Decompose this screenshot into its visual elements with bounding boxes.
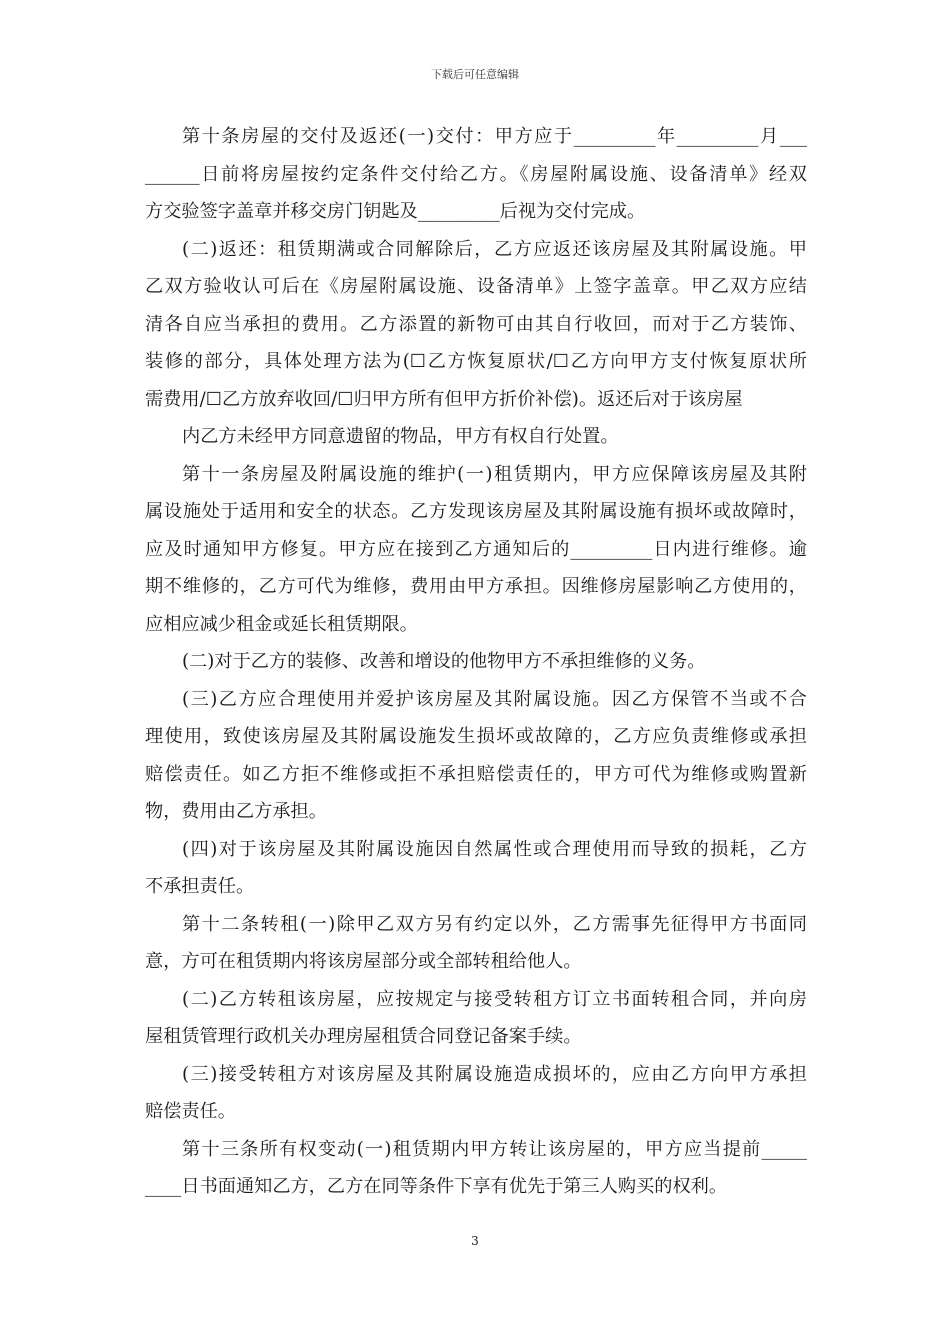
paragraph-natural-wear — [145, 831, 807, 906]
text-line: 应相应减少租金或延长租赁期限。 — [145, 613, 418, 635]
paragraph-article-10-delivery — [145, 118, 807, 231]
text-line: (二)对于乙方的装修、改善和增设的他物甲方不承担维修的义务。 — [182, 651, 706, 672]
paragraph-sublease-damage — [145, 1056, 807, 1131]
text-line: 物，费用由乙方承担。 — [145, 801, 327, 822]
text-line: 第十条房屋的交付及返还(一)交付：甲方应于_________年_________月___ — [182, 126, 807, 147]
text-line: 清各自应当承担的费用。乙方添置的新物可由其自行收回，而对于乙方装饰、 — [145, 313, 807, 335]
text-line: 屋租赁管理行政机关办理房屋租赁合同登记备案手续。 — [145, 1026, 582, 1047]
text-line: 赔偿责任。如乙方拒不维修或拒不承担赔偿责任的，甲方可代为维修或购置新 — [145, 763, 807, 785]
text-line: (三)乙方应合理使用并爱护该房屋及其附属设施。因乙方保管不当或不合 — [182, 688, 807, 710]
page-header: 下载后可任意编辑 — [431, 68, 519, 81]
text-line: 第十一条房屋及附属设施的维护(一)租赁期内，甲方应保障该房屋及其附 — [182, 463, 807, 485]
paragraph-return — [145, 231, 807, 419]
text-line: 意，方可在租赁期内将该房屋部分或全部转租给他人。 — [145, 951, 582, 972]
text-line: 乙双方验收认可后在《房屋附属设施、设备清单》上签字盖章。甲乙双方应结 — [145, 276, 807, 297]
text-line: (三)接受转租方对该房屋及其附属设施造成损坏的，应由乙方向甲方承担 — [182, 1063, 807, 1085]
page-number: 3 — [471, 1234, 479, 1248]
paragraph-article-12-sublease — [145, 906, 807, 981]
text-line: (二)返还：租赁期满或合同解除后，乙方应返还该房屋及其附属设施。甲 — [182, 238, 807, 260]
text-line: 理使用，致使该房屋及其附属设施发生损坏或故障的，乙方应负责维修或承担 — [145, 726, 807, 747]
text-line: 不承担责任。 — [145, 876, 255, 897]
text-line: 赔偿责任。 — [145, 1101, 236, 1122]
text-line: 第十二条转租(一)除甲乙双方另有约定以外，乙方需事先征得甲方书面同 — [182, 913, 807, 935]
text-line: 期不维修的，乙方可代为维修，费用由甲方承担。因维修房屋影响乙方使用的， — [145, 576, 807, 597]
text-line: 应及时通知甲方修复。甲方应在接到乙方通知后的_________日内进行维修。逾 — [145, 538, 807, 560]
text-line: 方交验签字盖章并移交房门钥匙及_________后视为交付完成。 — [145, 201, 646, 222]
paragraph-article-13-ownership-change — [145, 1131, 807, 1206]
paragraph-article-11-maintenance — [145, 456, 807, 644]
text-line: (四)对于该房屋及其附属设施因自然属性或合理使用而导致的损耗，乙方 — [182, 838, 807, 860]
text-line: 内乙方未经甲方同意遗留的物品，甲方有权自行处置。 — [182, 426, 619, 447]
text-line: (二)乙方转租该房屋，应按规定与接受转租方订立书面转租合同，并向房 — [182, 988, 807, 1010]
text-line: ____日书面通知乙方，乙方在同等条件下享有优先于第三人购买的权利。 — [145, 1176, 728, 1197]
paragraph-proper-use — [145, 681, 807, 831]
text-line: ______日前将房屋按约定条件交付给乙方。《房屋附属设施、设备清单》经双 — [145, 163, 807, 185]
text-line: 属设施处于适用和安全的状态。乙方发现该房屋及其附属设施有损坏或故障时， — [145, 501, 807, 522]
paragraph-sublease-contract — [145, 981, 807, 1056]
text-line: 第十三条所有权变动(一)租赁期内甲方转让该房屋的，甲方应当提前_____ — [182, 1138, 807, 1160]
document-body — [145, 118, 807, 1206]
text-line: 需费用/☐乙方放弃收回/☐归甲方所有但甲方折价补偿)。返还后对于该房屋 — [145, 388, 743, 410]
paragraph-renovation — [145, 643, 807, 681]
text-line: 装修的部分，具体处理方法为(☐乙方恢复原状/☐乙方向甲方支付恢复原状所 — [145, 351, 807, 372]
paragraph-leftover-items — [145, 418, 807, 456]
